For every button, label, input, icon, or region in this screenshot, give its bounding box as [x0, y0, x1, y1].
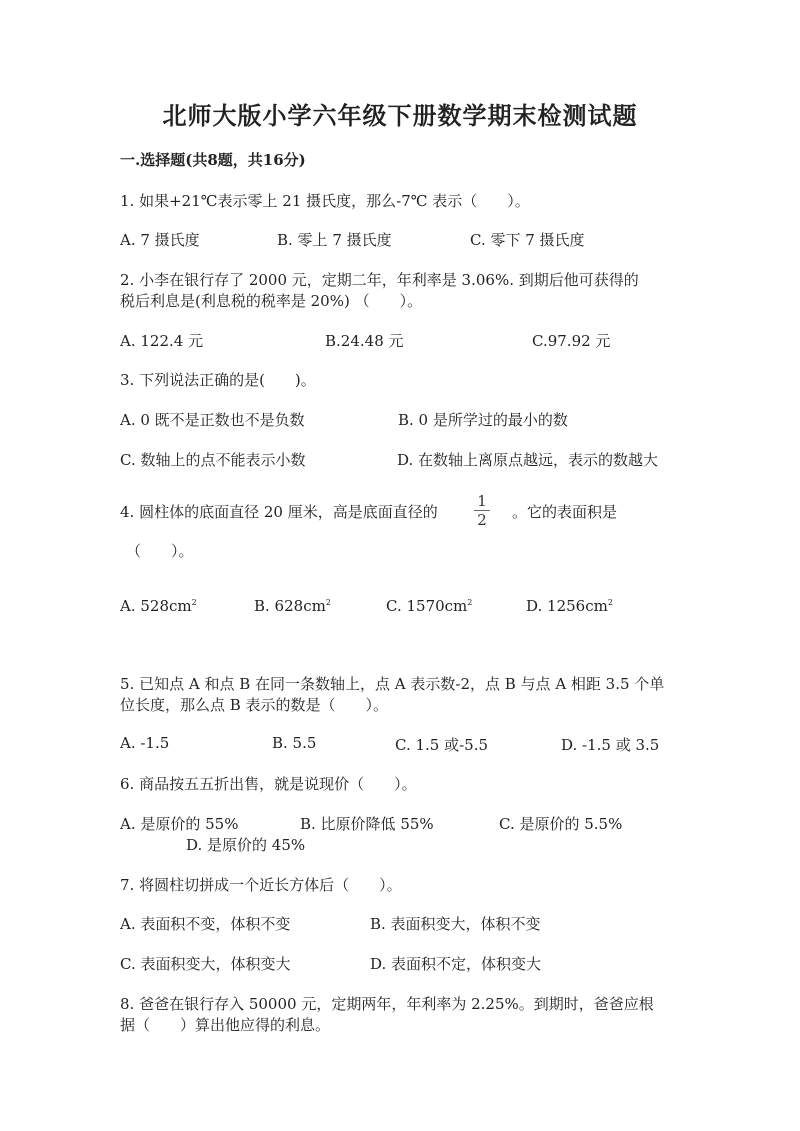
- section-heading: 一.选择题(共8题，共16分): [120, 151, 306, 169]
- question-3: 3. 下列说法正确的是( )。: [120, 371, 316, 389]
- fraction-denominator: 2: [477, 511, 487, 529]
- q2-option-b: B.24.48 元: [325, 332, 404, 350]
- question-6: 6. 商品按五五折出售，就是说现价（ ）。: [120, 775, 417, 793]
- page-title: 北师大版小学六年级下册数学期末检测试题: [162, 101, 638, 130]
- q1-option-a: A. 7 摄氏度: [120, 231, 200, 249]
- unit-superscript: 2: [467, 598, 473, 607]
- fraction-numerator: 1: [477, 492, 487, 510]
- q5-option-b: B. 5.5: [272, 734, 317, 752]
- question-2-line-2: 税后利息是(利息税的税率是 20%) （ ）。: [120, 292, 423, 310]
- q3-option-c: C. 数轴上的点不能表示小数: [120, 451, 306, 469]
- question-7: 7. 将圆柱切拼成一个近长方体后（ ）。: [120, 876, 402, 894]
- q6-option-b: B. 比原价降低 55%: [300, 815, 434, 833]
- q2-option-c: C.97.92 元: [532, 332, 611, 350]
- q3-option-b: B. 0 是所学过的最小的数: [398, 411, 568, 429]
- q5-option-d: D. -1.5 或 3.5: [561, 736, 660, 754]
- q5-option-c: C. 1.5 或-5.5: [395, 736, 489, 754]
- question-1: 1. 如果+21℃表示零上 21 摄氏度，那么-7℃ 表示（ ）。: [120, 192, 530, 210]
- q4-option-d-text: D. 1256cm: [526, 597, 608, 615]
- question-4-line-1-end: 。它的表面积是: [512, 503, 618, 521]
- unit-superscript: 2: [191, 598, 197, 607]
- q3-option-a: A. 0 既不是正数也不是负数: [120, 411, 305, 429]
- fraction-one-half: [472, 493, 492, 528]
- question-8-line-2: 据（ ）算出他应得的利息。: [120, 1016, 331, 1034]
- q2-option-a: A. 122.4 元: [120, 332, 204, 350]
- question-5-line-2: 位长度，那么点 B 表示的数是（ ）。: [120, 696, 389, 714]
- q4-option-b-text: B. 628cm: [254, 597, 326, 615]
- q4-option-d: [526, 597, 613, 615]
- q6-option-a: A. 是原价的 55%: [120, 815, 239, 833]
- q5-option-a: A. -1.5: [120, 734, 170, 752]
- q6-option-d: D. 是原价的 45%: [186, 836, 306, 854]
- q4-option-c: [386, 597, 472, 615]
- q1-option-b: B. 零上 7 摄氏度: [277, 231, 392, 249]
- question-8-line-1: 8. 爸爸在银行存入 50000 元，定期两年，年利率为 2.25%。到期时，爸爸应根: [120, 995, 654, 1013]
- unit-superscript: 2: [325, 598, 331, 607]
- q7-option-c: C. 表面积变大，体积变大: [120, 955, 291, 973]
- q7-option-a: A. 表面积不变，体积不变: [120, 915, 291, 933]
- q7-option-d: D. 表面积不定，体积变大: [370, 955, 542, 973]
- q4-option-c-text: C. 1570cm: [386, 597, 468, 615]
- question-5-line-1: 5. 已知点 A 和点 B 在同一条数轴上，点 A 表示数-2，点 B 与点 A 相距 3.5 个单: [120, 675, 665, 693]
- q7-option-b: B. 表面积变大，体积不变: [370, 915, 541, 933]
- question-4-line-2: （ ）。: [126, 542, 194, 560]
- q3-option-d: D. 在数轴上离原点越远，表示的数越大: [397, 451, 659, 469]
- q4-option-b: [254, 597, 331, 615]
- question-2-line-1: 2. 小李在银行存了 2000 元，定期二年，年利率是 3.06%. 到期后他可获得的: [120, 271, 639, 289]
- q6-option-c: C. 是原价的 5.5%: [499, 815, 623, 833]
- q4-option-a-text: A. 528cm: [120, 597, 192, 615]
- q4-option-a: [120, 597, 197, 615]
- question-4-line-1: 4. 圆柱体的底面直径 20 厘米，高是底面直径的: [120, 503, 438, 521]
- q1-option-c: C. 零下 7 摄氏度: [470, 231, 585, 249]
- unit-superscript: 2: [607, 598, 613, 607]
